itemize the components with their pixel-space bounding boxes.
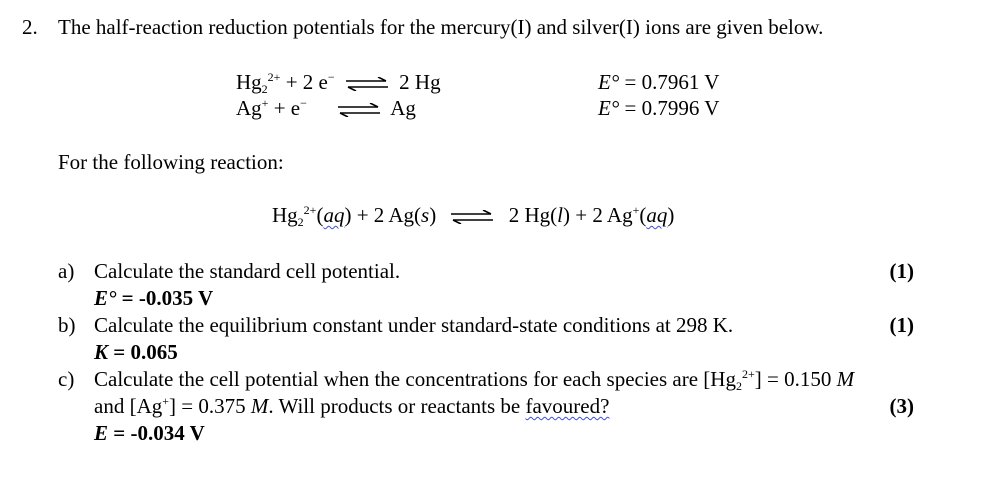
part-c-text-line2: and [Ag+] = 0.375 M. Will products or reactants be favoured? — [94, 394, 610, 418]
part-b-label: b) — [58, 313, 76, 337]
question-intro: The half-reaction reduction potentials for the mercury(I) and silver(I) ions are given below. — [58, 15, 824, 39]
part-a-answer: E° = -0.035 V — [94, 286, 214, 310]
part-b-answer: K = 0.065 — [94, 340, 178, 364]
part-c-points: (3) — [889, 394, 914, 418]
part-a-label: a) — [58, 259, 75, 283]
equilibrium-arrow-icon — [336, 103, 382, 117]
overall-reaction: $Hg_2^{2+}(aq) + 2$ Ag(s) 2 Hg(l) + 2 Ag+(aq) — [272, 203, 675, 229]
part-c-text-line1: Calculate the cell potential when the concentrations for each species are $[Hg_2^{2+}] = 0.150$ M — [94, 367, 855, 393]
part-c-answer: E = -0.034 V — [94, 421, 205, 445]
equilibrium-arrow-icon — [344, 77, 390, 91]
part-a-points: (1) — [889, 259, 914, 283]
equilibrium-arrow-icon — [449, 210, 495, 224]
following-reaction-label: For the following reaction: — [58, 150, 284, 174]
half-reaction-ag: Ag+ + e− Ag — [236, 96, 416, 120]
half-reaction-hg: $Hg_2^{2+} + 2$ e− 2 Hg — [236, 70, 441, 96]
question-number: 2. — [22, 15, 38, 39]
part-b-text: Calculate the equilibrium constant under standard-state conditions at 298 K. — [94, 313, 734, 337]
part-a-text: Calculate the standard cell potential. — [94, 259, 401, 283]
half-reaction-hg-potential: E° = 0.7961 V — [598, 70, 720, 94]
part-c-label: c) — [58, 367, 75, 391]
half-reaction-ag-potential: E° = 0.7996 V — [598, 96, 720, 120]
spellcheck-word: favoured? — [525, 394, 610, 418]
part-b-points: (1) — [889, 313, 914, 337]
